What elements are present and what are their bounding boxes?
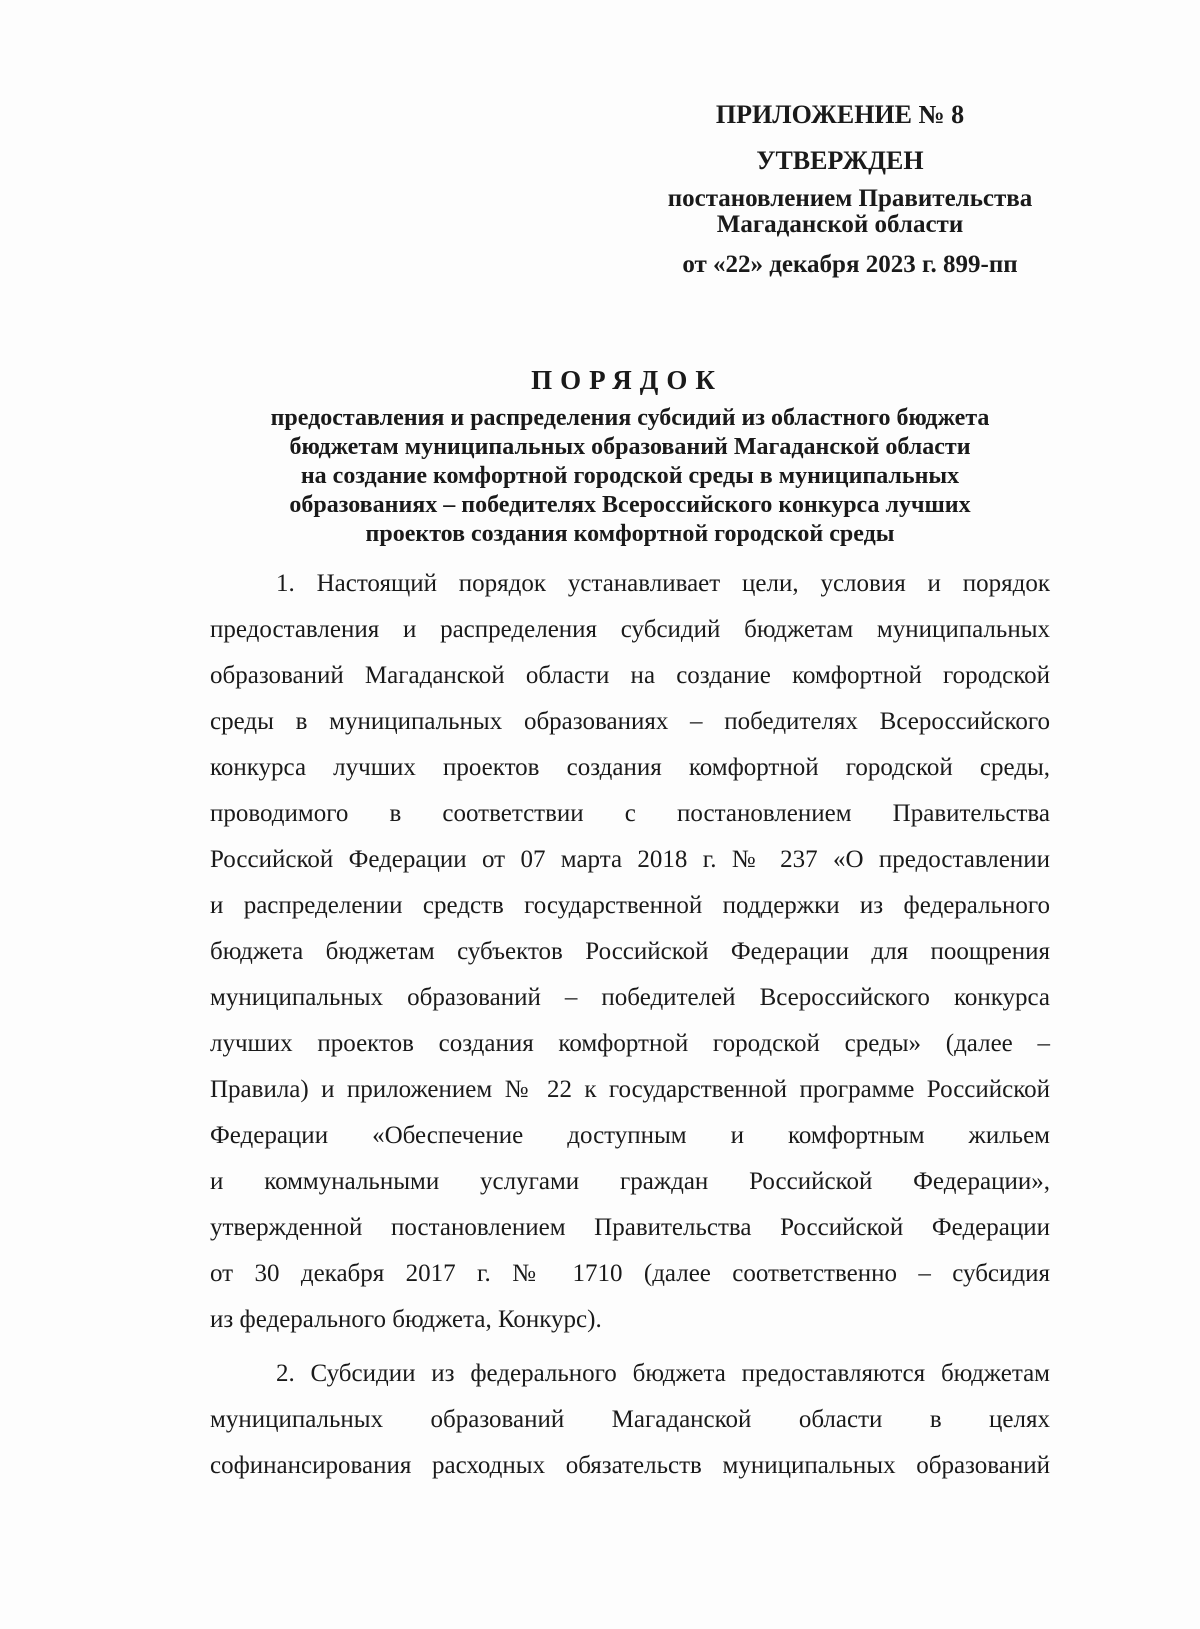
annex-number: ПРИЛОЖЕНИЕ № 8 [715, 100, 965, 129]
paragraph-1-line: и распределении средств государственной поддержки из федерального [210, 892, 1050, 919]
document-subtitle [210, 404, 1050, 549]
paragraph-1-line: лучших проектов создания комфортной городской среды» (далее – [210, 1030, 1050, 1057]
paragraph-1-line: бюджета бюджетам субъектов Российской Федерации для поощрения [210, 938, 1050, 965]
document-title: ПОРЯДОК [531, 365, 723, 395]
paragraph-1-line: предоставления и распределения субсидий бюджетам муниципальных [210, 616, 1050, 643]
paragraph-2-line: 2. Субсидии из федерального бюджета предоставляются бюджетам [276, 1360, 1050, 1387]
paragraph-2-line: софинансирования расходных обязательств муниципальных образований [210, 1452, 1050, 1479]
paragraph-1-line: Федерации «Обеспечение доступным и комфортным жильем [210, 1122, 1050, 1149]
subtitle-line: проектов создания комфортной городской среды [365, 521, 895, 547]
paragraph-1-line: образований Магаданской области на создание комфортной городской [210, 662, 1050, 689]
paragraph-2-line: муниципальных образований Магаданской области в целях [210, 1406, 1050, 1433]
subtitle-line: предоставления и распределения субсидий из областного бюджета [270, 405, 990, 431]
decree-date: от «22» декабря 2023 г. 899-пп [682, 251, 1018, 278]
approved-label: УТВЕРЖДЕН [756, 146, 924, 175]
subtitle-line: на создание комфортной городской среды в муниципальных [300, 463, 960, 489]
paragraph-1-line: 1. Настоящий порядок устанавливает цели, условия и порядок [276, 570, 1050, 597]
paragraph-1-line: и коммунальными услугами граждан Российской Федерации», [210, 1168, 1050, 1195]
paragraph-1-line: из федерального бюджета, Конкурс). [210, 1306, 602, 1333]
paragraph-1-line: утвержденной постановлением Правительства Российской Федерации [210, 1214, 1050, 1241]
paragraph-1-line: проводимого в соответствии с постановлением Правительства [210, 800, 1050, 827]
paragraph-1-line: муниципальных образований – победителей Всероссийского конкурса [210, 984, 1050, 1011]
paragraph-1-line: среды в муниципальных образованиях – победителях Всероссийского [210, 708, 1050, 735]
paragraph-1-line: Российской Федерации от 07 марта 2018 г. № 237 «О предоставлении [210, 846, 1050, 873]
paragraph-1-line: Правила) и приложением № 22 к государственной программе Российской [210, 1076, 1050, 1103]
paragraph-1-line: конкурса лучших проектов создания комфортной городской среды, [210, 754, 1050, 781]
decree-authority-line-2: Магаданской области [716, 211, 964, 238]
decree-authority-line-1: постановлением Правительства [667, 185, 1033, 212]
paragraph-1-line: от 30 декабря 2017 г. № 1710 (далее соответственно – субсидия [210, 1260, 1050, 1287]
subtitle-line: образованиях – победителях Всероссийского конкурса лучших [289, 492, 971, 518]
subtitle-line: бюджетам муниципальных образований Магаданской области [289, 434, 971, 460]
